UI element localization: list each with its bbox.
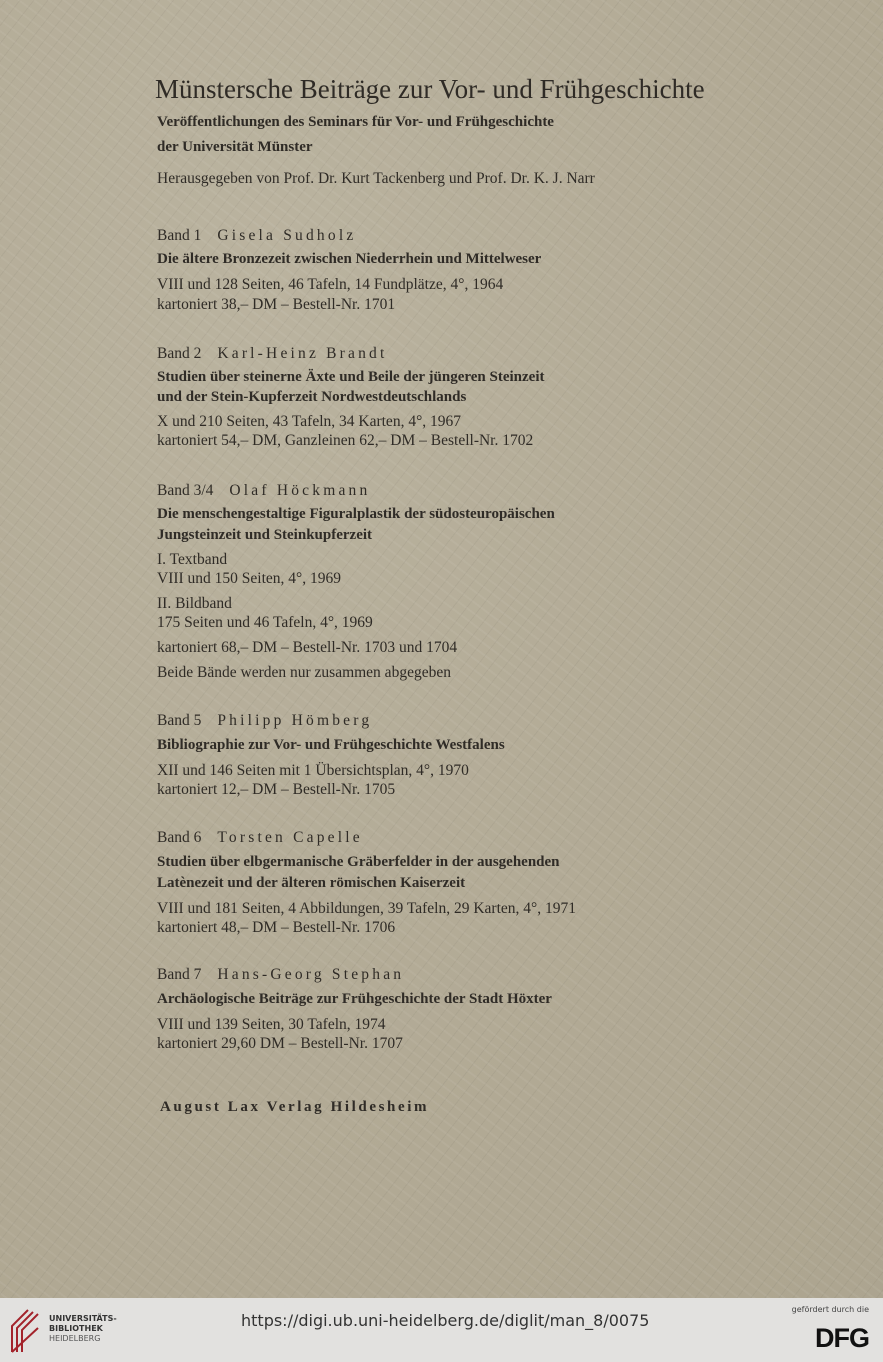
volume-author: Torsten Capelle — [217, 829, 363, 846]
volume-heading — [157, 966, 404, 984]
volume-author: Olaf Höckmann — [229, 482, 371, 499]
series-subtitle: der Universität Münster — [157, 139, 313, 155]
permalink-url[interactable]: https://digi.ub.uni-heidelberg.de/diglit/man_8/0075 — [241, 1311, 650, 1330]
volume-title: Archäologische Beiträge zur Frühgeschichte der Stadt Höxter — [157, 991, 552, 1007]
volume-number: Band 2 — [157, 345, 202, 362]
volume-price: kartoniert 68,– DM – Bestell-Nr. 1703 und 1704 — [157, 639, 458, 656]
volume-author: Gisela Sudholz — [217, 227, 357, 244]
volume-author: Karl-Heinz Brandt — [217, 345, 388, 362]
volume-heading — [157, 482, 370, 500]
series-title: Münstersche Beiträge zur Vor- und Frühgeschichte — [155, 74, 705, 104]
volume-price: kartoniert 38,– DM – Bestell-Nr. 1701 — [157, 296, 396, 313]
volume-title: und der Stein-Kupferzeit Nordwestdeutschlands — [157, 389, 467, 405]
volume-price: kartoniert 54,– DM, Ganzleinen 62,– DM – Bestell-Nr. 1702 — [157, 432, 534, 449]
volume-detail: VIII und 181 Seiten, 4 Abbildungen, 39 Tafeln, 29 Karten, 4°, 1971 — [157, 900, 576, 917]
volume-price: kartoniert 48,– DM – Bestell-Nr. 1706 — [157, 919, 396, 936]
volume-title: Die menschengestaltige Figuralplastik der südosteuropäischen — [157, 506, 555, 522]
volume-detail: VIII und 139 Seiten, 30 Tafeln, 1974 — [157, 1016, 386, 1033]
library-name — [49, 1314, 117, 1344]
volume-number: Band 1 — [157, 227, 202, 244]
volume-detail: II. Bildband — [157, 595, 232, 612]
series-editors: Herausgegeben von Prof. Dr. Kurt Tackenberg und Prof. Dr. K. J. Narr — [157, 170, 595, 187]
volume-title: Die ältere Bronzezeit zwischen Niederrhein und Mittelweser — [157, 251, 542, 267]
volume-title: Bibliographie zur Vor- und Frühgeschichte Westfalens — [157, 737, 505, 753]
volume-heading — [157, 829, 363, 847]
volume-number: Band 6 — [157, 829, 202, 846]
volume-author: Hans-Georg Stephan — [217, 966, 405, 983]
library-logo-icon — [8, 1306, 44, 1356]
series-subtitle: Veröffentlichungen des Seminars für Vor- und Frühgeschichte — [157, 114, 554, 130]
volume-heading — [157, 345, 388, 363]
volume-price: kartoniert 12,– DM – Bestell-Nr. 1705 — [157, 781, 396, 798]
publisher: August Lax Verlag Hildesheim — [160, 1099, 430, 1115]
volume-detail: I. Textband — [157, 551, 228, 568]
volume-detail: VIII und 128 Seiten, 46 Tafeln, 14 Fundplätze, 4°, 1964 — [157, 276, 504, 293]
volume-title: Latènezeit und der älteren römischen Kaiserzeit — [157, 875, 466, 891]
volume-detail: XII und 146 Seiten mit 1 Übersichtsplan, 4°, 1970 — [157, 762, 469, 779]
volume-heading — [157, 227, 356, 245]
volume-heading — [157, 712, 372, 730]
volume-title: Studien über elbgermanische Gräberfelder in der ausgehenden — [157, 854, 560, 870]
volume-detail: X und 210 Seiten, 43 Tafeln, 34 Karten, 4°, 1967 — [157, 413, 462, 430]
funding-note: gefördert durch die — [791, 1305, 869, 1314]
volume-detail: VIII und 150 Seiten, 4°, 1969 — [157, 570, 341, 587]
dfg-logo: DFG — [815, 1323, 869, 1353]
volume-title: Studien über steinerne Äxte und Beile der jüngeren Steinzeit — [157, 369, 545, 385]
volume-author: Philipp Hömberg — [217, 712, 373, 729]
volume-number: Band 7 — [157, 966, 202, 983]
volume-note: Beide Bände werden nur zusammen abgegeben — [157, 664, 451, 681]
volume-detail: 175 Seiten und 46 Tafeln, 4°, 1969 — [157, 614, 373, 631]
volume-number: Band 5 — [157, 712, 202, 729]
library-name-line: HEIDELBERG — [49, 1334, 101, 1343]
volume-number: Band 3/4 — [157, 482, 214, 499]
volume-title: Jungsteinzeit und Steinkupferzeit — [157, 527, 373, 543]
library-name-line: BIBLIOTHEK — [49, 1324, 103, 1333]
footer-bar — [0, 1298, 883, 1362]
library-name-line: UNIVERSITÄTS- — [49, 1314, 117, 1323]
volume-price: kartoniert 29,60 DM – Bestell-Nr. 1707 — [157, 1035, 403, 1052]
